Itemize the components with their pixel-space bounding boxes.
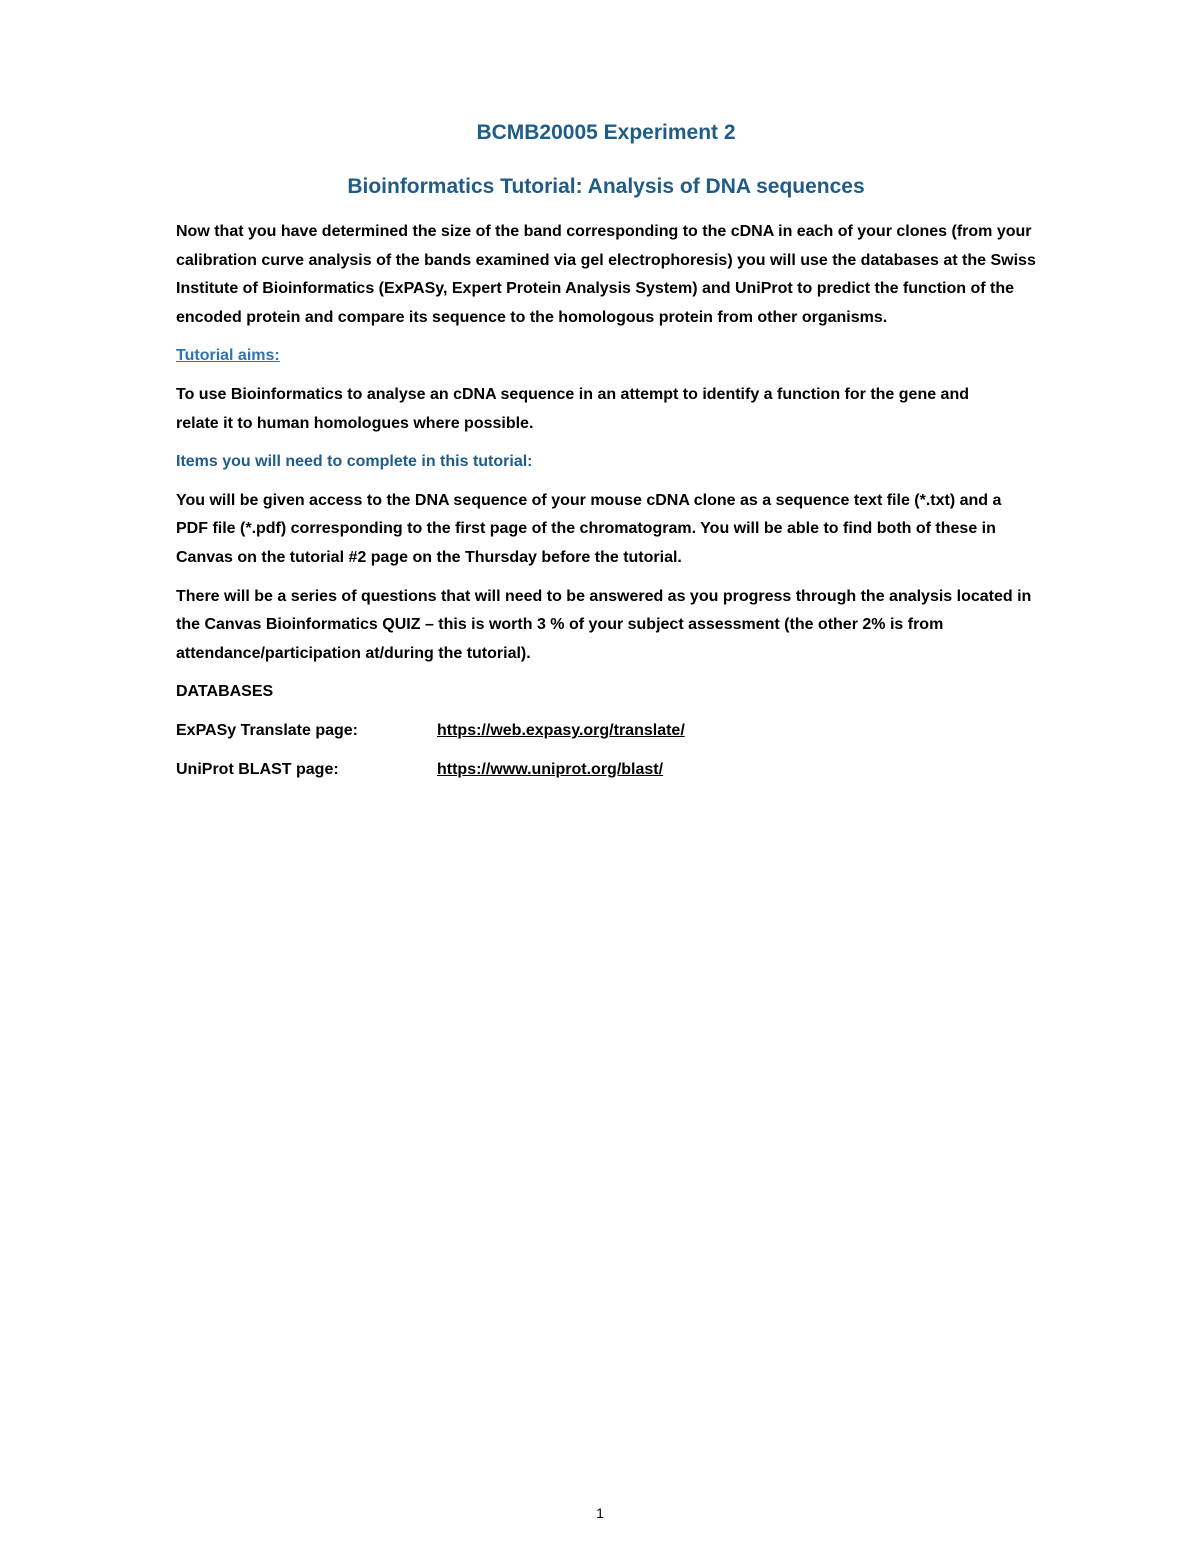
tutorial-aims-paragraph: To use Bioinformatics to analyse an cDNA sequence in an attempt to identify a function for the gene and relate it to human homologues where possible. — [176, 385, 969, 432]
tutorial-aims-heading — [176, 342, 1036, 371]
database-label-uniprot: UniProt BLAST page: — [176, 760, 339, 778]
tutorial-aims-heading-text: Tutorial aims: — [176, 347, 280, 365]
expasy-translate-link[interactable]: https://web.expasy.org/translate/ — [437, 721, 685, 739]
items-paragraph-2: There will be a series of questions that will need to be answered as you progress through the analysis located in the Canvas Bioinformatics QUIZ – this is worth 3 % of your subject assessment (the other 2% is from attendance/participation at/during the tutorial). — [176, 587, 1032, 662]
databases-heading: DATABASES — [176, 683, 274, 701]
uniprot-blast-link[interactable]: https://www.uniprot.org/blast/ — [437, 760, 664, 778]
items-heading: Items you will need to complete in this tutorial: — [176, 453, 533, 471]
page-number: 1 — [596, 1505, 604, 1521]
database-row-expasy — [176, 717, 1036, 746]
items-paragraph-1: You will be given access to the DNA sequence of your mouse cDNA clone as a sequence text file (*.txt) and a PDF file (*.pdf) corresponding to the first page of the chromatogram. You will be able to find both of these in Canvas on the tutorial #2 page on the Thursday before the tutorial. — [176, 491, 1002, 566]
document-title: BCMB20005 Experiment 2 — [476, 121, 736, 144]
database-label-expasy: ExPASy Translate page: — [176, 721, 358, 739]
database-row-uniprot — [176, 756, 1036, 785]
document-subtitle: Bioinformatics Tutorial: Analysis of DNA sequences — [347, 175, 865, 198]
intro-paragraph: Now that you have determined the size of the band corresponding to the cDNA in each of your clones (from your calibration curve analysis of the bands examined via gel electrophoresis) you will use the databases at the Swiss Institute of Bioinformatics (ExPASy, Expert Protein Analysis System) and UniProt to predict the function of the encoded protein and compare its sequence to the homologous protein from other organisms. — [176, 223, 1036, 326]
page-content — [176, 118, 1036, 794]
